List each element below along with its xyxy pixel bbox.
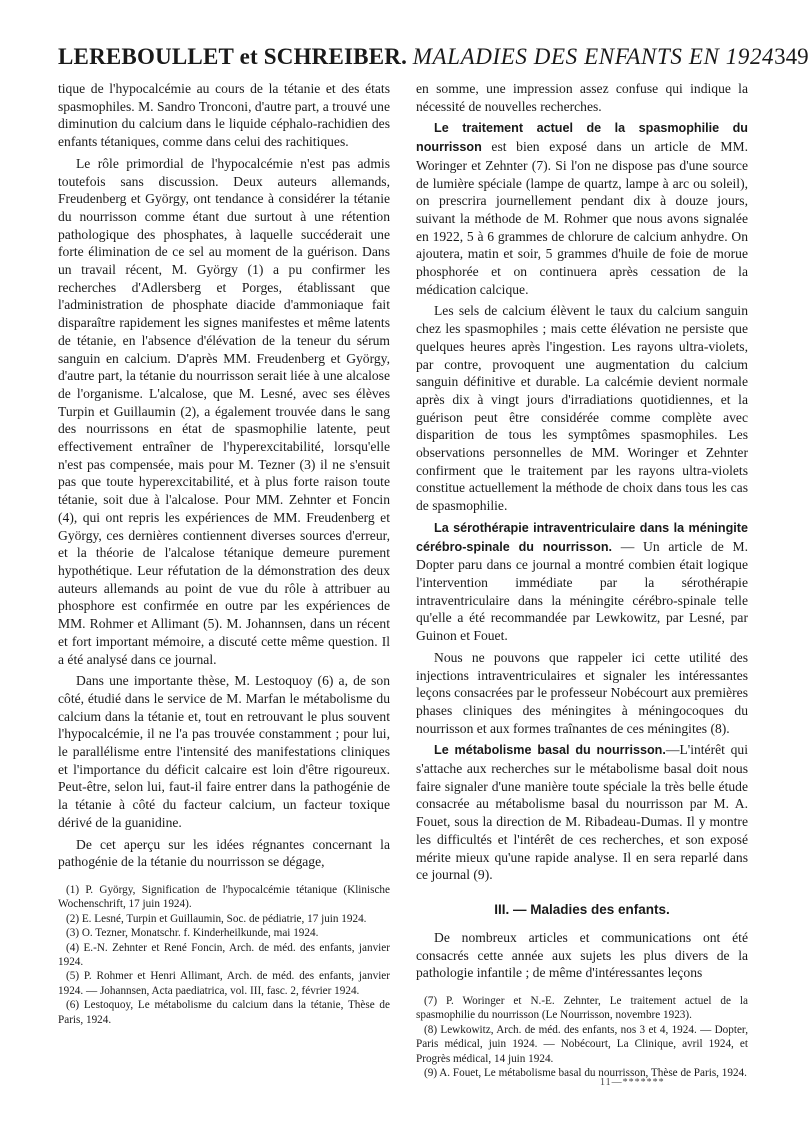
footnote: (2) E. Lesné, Turpin et Guillaumin, Soc. de pédiatrie, 17 juin 1924. — [66, 912, 367, 925]
footnote: (6) Lestoquoy, Le métabolisme du calcium dans la tétanie, Thèse de Paris, 1924. — [58, 999, 390, 1026]
running-head-title: MALADIES DES ENFANTS EN 1924 — [412, 44, 775, 69]
footnote: (9) A. Fouet, Le métabolisme basal du nourrisson, Thèse de Paris, 1924. — [424, 1067, 747, 1080]
footnote: (1) P. György, Signification de l'hypocalcémie tétanique (Klinische Wochenschrift, 17 juin 1924). — [58, 883, 390, 911]
paragraph-metabolisme — [416, 741, 748, 884]
running-head-authors: LEREBOULLET et SCHREIBER. — [58, 44, 408, 69]
paragraph-text: — Un article de M. Dopter paru dans ce journal a montré combien était logique l'intervention immédiate par la sérothérapie intraventriculaire dans la méningite cérébro-spinale telle qu'elle a été recommandée par Lewkowitz, par Lesné, par Guinon et Fouet. — [416, 538, 748, 644]
footnote: (4) E.-N. Zehnter et René Foncin, Arch. de méd. des enfants, janvier 1924. — [58, 941, 390, 968]
paragraph: Les sels de calcium élèvent le taux du calcium sanguin chez les spasmophiles ; mais cette élévation ne persiste que quelques heures après l'ingestion. Les rayons ultra-violets, par contre, provoquent une augmentation du calcium sanguin définitive et durable. La calcémie devient normale après dix à vingt jours d'irradiations quotidiennes, et la guérison peut être considérée comme complète avec disparition de tous les symptômes spasmophiles. Les observations personnelles de MM. Woringer et Zehnter confirment que le traitement par les rayons ultra-violets constitue actuellement la méthode de choix dans tous les cas de spasmophilie. — [416, 303, 748, 514]
signature-mark: 11—******* — [600, 1077, 665, 1088]
section-title: III. — Maladies des enfants. — [494, 901, 670, 917]
run-in-heading: Le métabolisme basal du nourrisson. — [434, 743, 666, 758]
paragraph: Dans une importante thèse, M. Lestoquoy (6) a, de son côté, étudié dans le service de M. Marfan le métabolisme du calcium dans la tétanie et, tout en retrouvant le plus souvent l'hypocalcémie, il ne l'a pas trouvée constamment ; pour lui, le parallélisme entre l'intensité des manifestations cliniques et l'importance du déficit calcaire est loin d'être rigoureux. Peut-être, selon lui, faut-il faire entrer dans la pathogénie de la tétanie à côté du facteur calcium, un facteur toxique dérivé de la guanidine. — [58, 673, 390, 830]
paragraph: De nombreux articles et communications ont été consacrés cette année aux sujets les plus divers de la pathologie infantile ; de même d'intéressantes leçons — [416, 929, 748, 981]
paragraph-serotherapie — [416, 519, 748, 645]
paragraph-traitement — [416, 119, 748, 298]
paragraph-text: —L'intérêt qui s'attache aux recherches sur le métabolisme basal doit nous faire signaler d'une manière toute spéciale la très belle étude consacrée au métabolisme basal du nourrisson par M. A. Fouet, sous la direction de M. Ribadeau-Dumas. Il y montre les difficultés et l'intérêt de ces recherches, et son exposé mérite mieux qu'une rapide analyse. Il en sera reparlé dans ce journal (9). — [416, 742, 749, 883]
right-column — [416, 80, 748, 1080]
paragraph: De cet aperçu sur les idées régnantes concernant la pathogénie de la tétanie du nourrisson se dégage, — [58, 836, 390, 870]
paragraph: Nous ne pouvons que rappeler ici cette utilité des injections intraventriculaires et signaler les intéressantes leçons consacrées par le professeur Nobécourt aux premières phases cliniques des méningites à méningocoques du nourrisson et aux formes traînantes de ces méningites (8). — [416, 649, 748, 736]
left-column — [58, 80, 390, 1080]
footnote: (7) P. Woringer et N.-E. Zehnter, Le traitement actuel de la spasmophilie du nourrisson (Le Nourrisson, novembre 1923). — [416, 995, 748, 1022]
run-in-heading: La sérothérapie intraventriculaire dans la méningite cérébro-spinale du nourrisson. — [416, 520, 748, 554]
page-header — [58, 44, 809, 78]
footnote: (3) O. Tezner, Monatschr. f. Kinderheilkunde, mai 1924. — [66, 927, 319, 940]
text-columns — [58, 80, 748, 1080]
run-in-heading: Le traitement actuel de la spasmophilie du nourrisson — [416, 121, 748, 155]
paragraph: tique de l'hypocalcémie au cours de la tétanie et des états spasmophiles. M. Sandro Tronconi, d'autre part, a trouvé une diminution du calcium dans le liquide céphalo-rachidien des enfants tétaniques, comme dans celui des rachitiques. — [58, 81, 390, 150]
footnotes-right — [416, 994, 748, 1080]
paragraph: Le rôle primordial de l'hypocalcémie n'est pas admis toutefois sans discussion. Deux auteurs allemands, Freudenberg et György, ont tendance à considérer la tétanie du nourrisson comme étant due surtout à une rétention pathologique des phosphates, à laquelle succéderait une forte élimination de ce sel au moment de la guérison. Dans un travail récent, M. György (1) a pu confirmer les recherches d'Adlersberg et Porges, établissant que l'administration de phosphate diacide d'ammoniaque fait disparaître rapidement les signes manifestes et même latents de tétanie, en l'absence d'élévation de la teneur du sérum sanguin en calcium. D'après MM. Freudenberg et György, d'autre part, la tétanie du nourrisson serait liée à une alcalose de l'organisme. L'alcalose, que M. Lesné, avec ses élèves Turpin et Guillaumin (2), a également trouvée dans le sang des nourrissons en état de spasmophilie latente, peut effectivement entraîner de l'hyperexcitabilité, lorsqu'elle n'est pas compensée, mais pour M. Tezner (3) il ne s'ensuit pas que toute hyperexcitabilité, et à plus forte raison toute tétanie, soit due à l'alcalose. Pour MM. Zehnter et Foncin (4), qui ont repris les expériences de MM. Freudenberg et György, ces dernières contiennent diverses sources d'erreur, et la théorie de l'alcalose tétanique demeure purement hypothétique. Leur réfutation de la démonstration des deux auteurs allemands au point de vue du rôle à attribuer au phosphore est confirmée en outre par les expériences de MM. Rohmer et Allimant (5). M. Johannsen, dans un récent et fort important mémoire, a discuté cette même question. Il a été analysé dans ce journal. — [58, 155, 390, 667]
footnote: (5) P. Rohmer et Henri Allimant, Arch. de méd. des enfants, janvier 1924. — Johannsen, Acta paediatrica, vol. III, fasc. 2, février 1924. — [58, 970, 390, 997]
footnotes-left — [58, 883, 390, 1027]
paragraph-text: est bien exposé dans un article de MM. Woringer et Zehnter (7). Si l'on ne dispose pas d'une source de lumière spéciale (lampe de quartz, lampe à arc ou soleil), on prescrira journellement pendant dix à douze jours, suivant la méthode de M. Rohmer que nous avons signalée en 1922, 5 à 6 grammes de chlorure de calcium anhydre. On ajoutera, matin et soir, 5 grammes d'huile de foie de morue phosphorée et on continuera après cessation de la médication calcique. — [416, 139, 748, 297]
paragraph: en somme, une impression assez confuse qui indique la nécessité de nouvelles recherches. — [416, 81, 748, 114]
running-head — [58, 44, 774, 70]
footnote: (8) Lewkowitz, Arch. de méd. des enfants, nos 3 et 4, 1924. — Dopter, Paris médical, juin 1924. — Nobécourt, La Clinique, avril 1924, et Progrès médical, 14 juin 1924. — [416, 1023, 748, 1065]
page-number: 349 — [774, 44, 809, 69]
